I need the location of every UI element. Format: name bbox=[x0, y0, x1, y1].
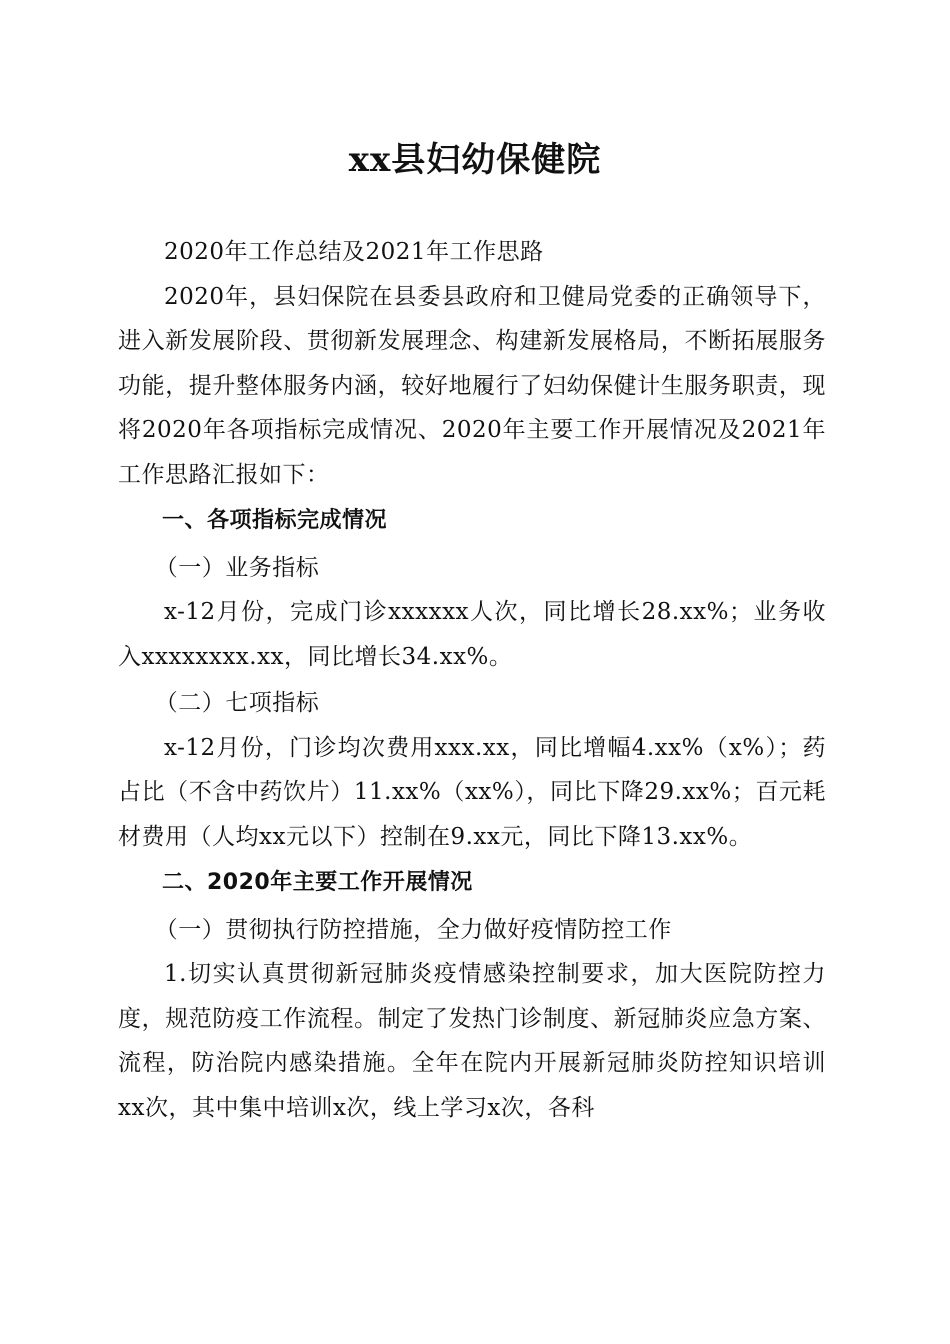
section2-heading: 二、2020年主要工作开展情况 bbox=[162, 870, 473, 895]
document-title: xx县妇幼保健院 bbox=[348, 140, 602, 180]
intro-paragraph: 2020年，县妇保院在县委县政府和卫健局党委的正确领导下，进入新发展阶段、贯彻新发展理念、构建新发展格局，不断拓展服务功能，提升整体服务内涵，较好地履行了妇幼保健计生服务职责，现将2020年各项指标完成情况、2020年主要工作开展情况及2021年工作思路汇报如下： bbox=[118, 283, 826, 488]
section1-sub1-heading: （一）业务指标 bbox=[154, 554, 320, 581]
section2-sub1-item1: 1.切实认真贯彻新冠肺炎疫情感染控制要求，加大医院防控力度，规范防疫工作流程。制定了发热门诊制度、新冠肺炎应急方案、流程，防治院内感染措施。全年在院内开展新冠肺炎防控知识培训xx次，其中集中培训x次，线上学习x次，各科 bbox=[118, 961, 826, 1121]
document-subtitle: 2020年工作总结及2021年工作思路 bbox=[164, 239, 544, 265]
section1-sub2-heading: （二）七项指标 bbox=[154, 690, 320, 716]
section2-sub1-heading: （一）贯彻执行防控措施，全力做好疫情防控工作 bbox=[154, 916, 672, 943]
document-body bbox=[118, 230, 826, 1130]
section1-sub1-text: x-12月份，完成门诊xxxxxx人次，同比增长28.xx%；业务收入xxxxxxxx.xx，同比增长34.xx%。 bbox=[118, 599, 826, 670]
section1-sub2-text: x-12月份，门诊均次费用xxx.xx，同比增幅4.xx%（x%）；药占比（不含中药饮片）11.xx%（xx%），同比下降29.xx%；百元耗材费用（人均xx元以下）控制在9.xx元，同比下降13.xx%。 bbox=[118, 734, 826, 850]
section1-heading: 一、各项指标完成情况 bbox=[162, 508, 388, 533]
